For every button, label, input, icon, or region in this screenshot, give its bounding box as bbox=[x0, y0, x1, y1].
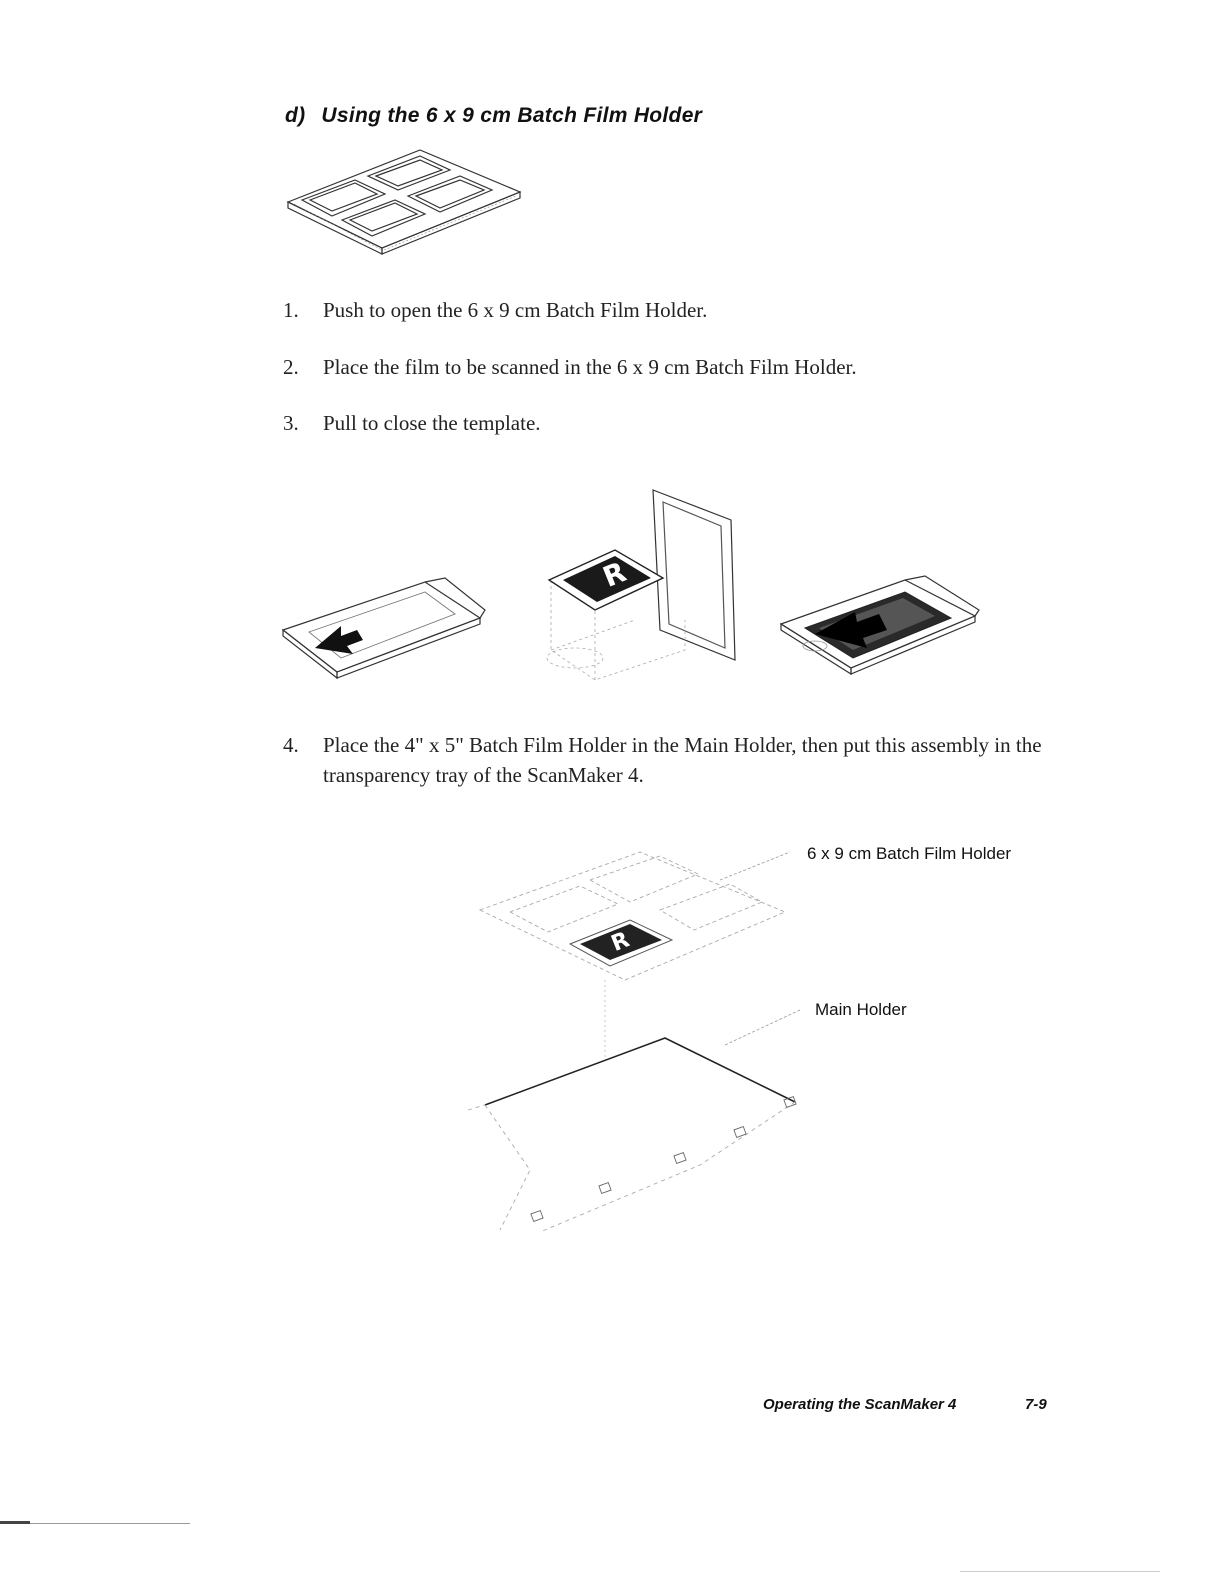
step-4-number: 4. bbox=[283, 733, 299, 757]
footer-chapter: Operating the ScanMaker 4 bbox=[763, 1396, 957, 1413]
batch-film-holder-illustration bbox=[280, 140, 530, 260]
step-3 bbox=[283, 408, 541, 438]
step-1-number: 1. bbox=[283, 298, 299, 322]
section-label: d) bbox=[285, 104, 306, 127]
push-arrow-icon bbox=[315, 626, 363, 654]
pull-close-illustration bbox=[775, 572, 985, 677]
step-1 bbox=[283, 295, 707, 325]
callout-batch-film-holder: 6 x 9 cm Batch Film Holder bbox=[807, 844, 1012, 863]
film-letter-r: R bbox=[598, 555, 631, 594]
footer-page-number: 7-9 bbox=[1025, 1396, 1047, 1413]
step-2-number: 2. bbox=[283, 355, 299, 379]
step-4-text: Place the 4" x 5" Batch Film Holder in the Main Holder, then put this assembly in the transparency tray of the ScanMaker 4. bbox=[323, 733, 1042, 787]
section-heading bbox=[285, 104, 702, 128]
step-2 bbox=[283, 352, 857, 382]
step-4 bbox=[283, 730, 1043, 790]
step-2-text: Place the film to be scanned in the 6 x 9 cm Batch Film Holder. bbox=[323, 355, 857, 379]
place-film-illustration bbox=[535, 480, 750, 685]
step-3-text: Pull to close the template. bbox=[323, 411, 541, 435]
scan-artifact-bottom-left-mark bbox=[0, 1521, 30, 1524]
push-open-illustration bbox=[275, 570, 495, 680]
callout-main-holder: Main Holder bbox=[815, 1000, 907, 1019]
step-1-text: Push to open the 6 x 9 cm Batch Film Holder. bbox=[323, 298, 708, 322]
assembly-illustration bbox=[440, 840, 820, 1270]
assembly-letter-r: R bbox=[607, 927, 633, 957]
step-3-number: 3. bbox=[283, 411, 299, 435]
section-title: Using the 6 x 9 cm Batch Film Holder bbox=[321, 104, 703, 127]
scan-artifact-bottom-right bbox=[960, 1571, 1160, 1572]
